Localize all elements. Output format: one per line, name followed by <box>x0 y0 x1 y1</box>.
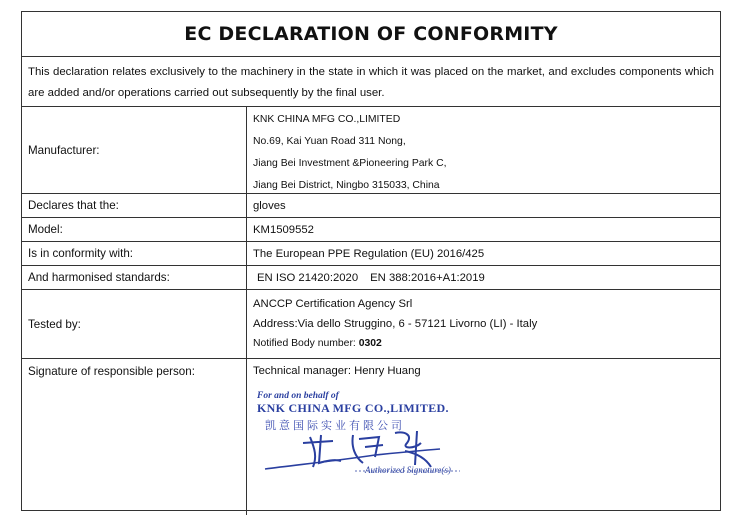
model-value: KM1509552 <box>253 223 314 236</box>
notified-number: 0302 <box>358 338 382 349</box>
page-title: EC DECLARATION OF CONFORMITY <box>22 12 720 57</box>
stamp-line-chinese: 凯意国际实业有限公司 <box>265 419 405 432</box>
tested-address: Address:Via dello Struggino, 6 - 57121 Livorno (LI) - Italy <box>253 318 538 330</box>
tested-value <box>247 290 720 358</box>
stamp-line-authorized: Authorized Signature(s) <box>365 465 451 475</box>
standards-row <box>22 266 720 290</box>
manufacturer-line: No.69, Kai Yuan Road 311 Nong, <box>253 136 406 147</box>
declares-label: Declares that the: <box>22 194 247 217</box>
conformity-row <box>22 242 720 266</box>
intro-paragraph: This declaration relates exclusively to the machinery in the state in which it was placed on the market, and excludes components which are added and/or operations carried out subsequently by the final user. <box>22 57 720 107</box>
declares-row <box>22 194 720 218</box>
tested-row <box>22 290 720 359</box>
declaration-document <box>21 11 721 511</box>
manufacturer-line: Jiang Bei District, Ningbo 315033, China <box>253 180 440 191</box>
tested-label: Tested by: <box>22 290 247 358</box>
signature-value <box>247 359 720 515</box>
standards-value <box>247 266 720 289</box>
signature-row <box>22 359 720 515</box>
tested-agency: ANCCP Certification Agency Srl <box>253 298 413 310</box>
conformity-value: The European PPE Regulation (EU) 2016/425 <box>253 247 485 260</box>
standard-item: EN 388:2016+A1:2019 <box>370 271 485 284</box>
stamp-line-company: KNK CHINA MFG CO.,LIMITED. <box>257 401 449 415</box>
notified-body <box>253 334 720 354</box>
technical-manager: Technical manager: Henry Huang <box>253 365 421 377</box>
stamp-line-behalf: For and on behalf of <box>257 391 339 401</box>
notified-prefix: Notified Body number: <box>253 338 359 349</box>
manufacturer-line: Jiang Bei Investment &Pioneering Park C, <box>253 158 447 169</box>
signature-label: Signature of responsible person: <box>22 359 247 515</box>
manufacturer-label: Manufacturer: <box>22 107 247 193</box>
manufacturer-line: KNK CHINA MFG CO.,LIMITED <box>253 114 401 125</box>
conformity-label: Is in conformity with: <box>22 242 247 265</box>
model-row <box>22 218 720 242</box>
manufacturer-value <box>247 107 720 193</box>
manufacturer-row <box>22 107 720 194</box>
declares-value: gloves <box>253 199 286 212</box>
standards-label: And harmonised standards: <box>22 266 247 289</box>
model-label: Model: <box>22 218 247 241</box>
company-stamp <box>255 391 465 483</box>
standard-item: EN ISO 21420:2020 <box>257 271 359 284</box>
